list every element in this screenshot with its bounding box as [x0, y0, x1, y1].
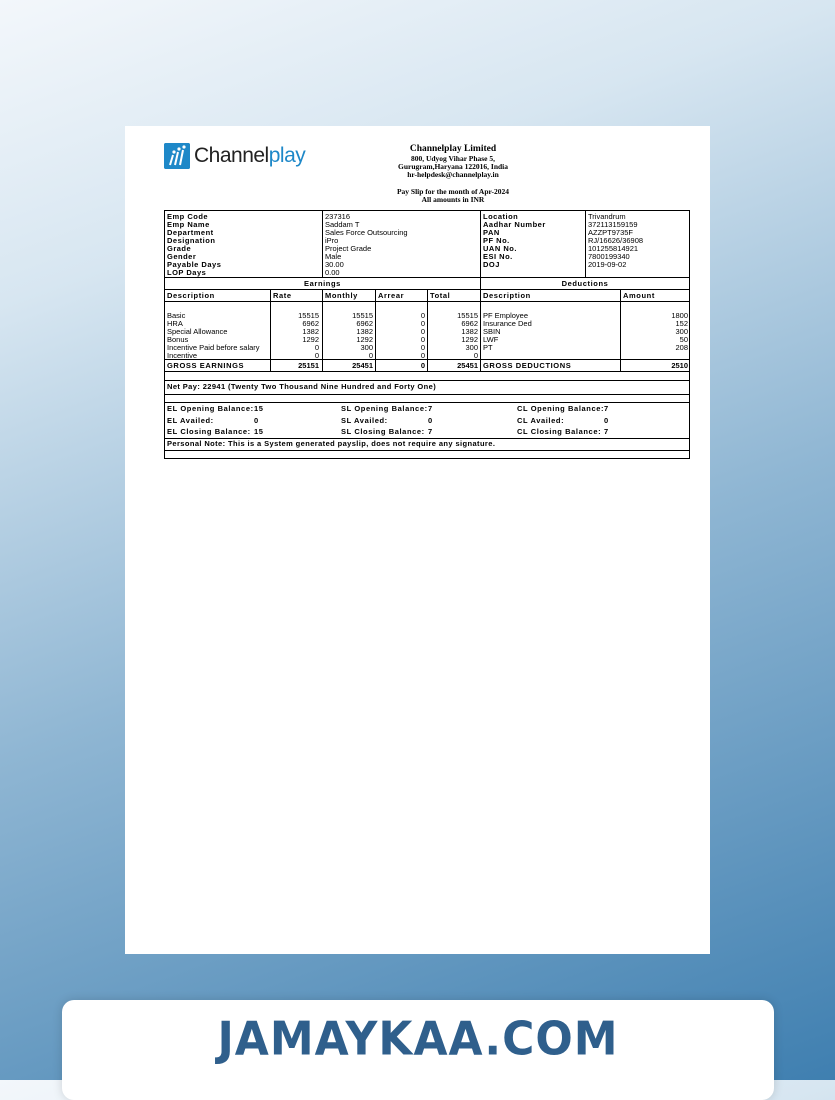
designation-label: Designation: [167, 236, 216, 245]
deduction-amount: 208: [675, 343, 688, 352]
el-opening-value: 15: [254, 404, 264, 413]
grade-label: Grade: [167, 244, 192, 253]
gross-monthly-total: 25451: [352, 361, 373, 370]
department-value: Sales Force Outsourcing: [325, 228, 408, 237]
earning-monthly: 6962: [356, 319, 373, 328]
earnings-section-label: Earnings: [304, 279, 341, 288]
uan-no-value: 101255814921: [588, 244, 639, 253]
el-closing-label: EL Closing Balance:: [167, 427, 251, 436]
deduction-amount: 152: [675, 319, 688, 328]
emp-name-value: Saddam T: [325, 220, 360, 229]
slip-title: Pay Slip for the month of Apr-2024: [396, 187, 510, 196]
company-header: [325, 144, 581, 179]
deduction-amount: 50: [679, 335, 688, 344]
company-address-line2: Gurugram,Haryana 122016, India: [397, 162, 508, 171]
payslip-page: [125, 126, 710, 954]
earnings-total-header: Total: [430, 291, 451, 300]
rule: [480, 211, 481, 371]
rule: [165, 380, 689, 381]
earning-rate: 1382: [302, 327, 319, 336]
designation-value: iPro: [325, 236, 339, 245]
esi-no-label: ESI No.: [483, 252, 513, 261]
cl-closing-label: CL Closing Balance:: [517, 427, 602, 436]
payable-days-value: 30.00: [325, 260, 344, 269]
earning-arrear: 0: [420, 311, 425, 320]
deductions-amount-header: Amount: [623, 291, 655, 300]
pan-value: AZZPT9735F: [588, 228, 634, 237]
el-opening-label: EL Opening Balance:: [167, 404, 254, 413]
aadhar-label: Aadhar Number: [483, 220, 546, 229]
rule: [165, 450, 689, 451]
earning-description: Bonus: [167, 335, 189, 344]
location-label: Location: [483, 212, 519, 221]
gross-arrear-total: 0: [420, 361, 425, 370]
rule: [620, 289, 621, 371]
deductions-description-header: Description: [483, 291, 531, 300]
earning-monthly: 0: [368, 351, 373, 360]
lop-days-label: LOP Days: [167, 268, 207, 277]
cl-availed-value: 0: [604, 416, 609, 425]
earning-rate: 0: [314, 343, 319, 352]
watermark-text: JAMAYKAA.COM: [217, 1012, 619, 1067]
earning-total: 1292: [461, 335, 478, 344]
payslip-table: [164, 210, 690, 459]
gender-value: Male: [325, 252, 342, 261]
earning-rate: 0: [314, 351, 319, 360]
earning-monthly: 1382: [356, 327, 373, 336]
earning-arrear: 0: [420, 335, 425, 344]
logo-wordmark-primary: Channel: [194, 144, 269, 167]
esi-no-value: 7800199340: [588, 252, 630, 261]
logo-wordmark: [194, 144, 305, 168]
el-closing-value: 15: [254, 427, 264, 436]
earning-total: 1382: [461, 327, 478, 336]
watermark-banner: [62, 1000, 774, 1100]
sl-opening-label: SL Opening Balance:: [341, 404, 428, 413]
company-name: Channelplay Limited: [409, 144, 497, 154]
doj-value: 2019-09-02: [588, 260, 627, 269]
deduction-description: PF Employee: [483, 311, 529, 320]
gross-deductions-label: GROSS DEDUCTIONS: [483, 361, 572, 370]
earnings-description-header: Description: [167, 291, 215, 300]
deduction-description: Insurance Ded: [483, 319, 532, 328]
logo-mark-icon: [164, 143, 190, 169]
rule: [165, 394, 689, 395]
location-value: Trivandrum: [588, 212, 626, 221]
grade-value: Project Grade: [325, 244, 372, 253]
rule: [322, 211, 323, 277]
pf-no-value: RJ/16626/36908: [588, 236, 644, 245]
company-address-line1: 800, Udyog Vihar Phase 5,: [410, 154, 496, 163]
earnings-rate-header: Rate: [273, 291, 292, 300]
sl-opening-value: 7: [428, 404, 433, 413]
payable-days-label: Payable Days: [167, 260, 222, 269]
earning-total: 300: [465, 343, 478, 352]
el-availed-label: EL Availed:: [167, 416, 214, 425]
el-availed-value: 0: [254, 416, 259, 425]
company-email: hr-helpdesk@channelplay.in: [407, 170, 499, 179]
slip-title-block: [325, 188, 581, 204]
pf-no-label: PF No.: [483, 236, 510, 245]
earning-monthly: 300: [360, 343, 373, 352]
deduction-description: LWF: [483, 335, 499, 344]
cl-availed-label: CL Availed:: [517, 416, 565, 425]
earnings-arrear-header: Arrear: [378, 291, 405, 300]
deduction-description: PT: [483, 343, 493, 352]
earning-total: 15515: [457, 311, 478, 320]
cl-opening-value: 7: [604, 404, 609, 413]
deduction-description: SBIN: [483, 327, 501, 336]
gross-earnings-label: GROSS EARNINGS: [167, 361, 245, 370]
earning-description: Incentive: [167, 351, 198, 360]
gender-label: Gender: [167, 252, 197, 261]
cl-closing-value: 7: [604, 427, 609, 436]
earning-description: Basic: [167, 311, 186, 320]
earning-monthly: 15515: [352, 311, 373, 320]
sl-availed-label: SL Availed:: [341, 416, 388, 425]
deduction-amount: 300: [675, 327, 688, 336]
emp-name-label: Emp Name: [167, 220, 210, 229]
earning-total: 0: [473, 351, 478, 360]
rule: [165, 371, 689, 372]
pan-label: PAN: [483, 228, 500, 237]
earning-arrear: 0: [420, 319, 425, 328]
department-label: Department: [167, 228, 214, 237]
gross-rate-total: 25151: [298, 361, 319, 370]
gross-deductions-total: 2510: [671, 361, 688, 370]
deductions-section-label: Deductions: [561, 279, 609, 288]
earning-rate: 6962: [302, 319, 319, 328]
rule: [165, 402, 689, 403]
earning-rate: 1292: [302, 335, 319, 344]
deduction-amount: 1800: [671, 311, 688, 320]
personal-note: Personal Note: This is a System generated payslip, does not require any signature.: [167, 439, 496, 448]
earning-rate: 15515: [298, 311, 319, 320]
aadhar-value: 372113159159: [588, 220, 638, 229]
net-pay: Net Pay: 22941 (Twenty Two Thousand Nine Hundred and Forty One): [167, 382, 437, 391]
earning-arrear: 0: [420, 327, 425, 336]
earning-description: Incentive Paid before salary: [167, 343, 260, 352]
earning-description: HRA: [167, 319, 183, 328]
rule: [585, 211, 586, 277]
earnings-monthly-header: Monthly: [325, 291, 358, 300]
earning-monthly: 1292: [356, 335, 373, 344]
earning-arrear: 0: [420, 343, 425, 352]
emp-code-value: 237316: [325, 212, 351, 221]
emp-code-label: Emp Code: [167, 212, 209, 221]
earning-description: Special Allowance: [167, 327, 228, 336]
company-logo: [164, 142, 305, 170]
logo-wordmark-accent: play: [268, 144, 306, 167]
earning-total: 6962: [461, 319, 478, 328]
gross-earnings-total: 25451: [457, 361, 478, 370]
sl-availed-value: 0: [428, 416, 433, 425]
earning-arrear: 0: [420, 351, 425, 360]
slip-subtitle: All amounts in INR: [421, 195, 485, 204]
uan-no-label: UAN No.: [483, 244, 517, 253]
cl-opening-label: CL Opening Balance:: [517, 404, 605, 413]
doj-label: DOJ: [483, 260, 500, 269]
rule: [165, 277, 689, 278]
sl-closing-label: SL Closing Balance:: [341, 427, 425, 436]
lop-days-value: 0.00: [325, 268, 340, 277]
sl-closing-value: 7: [428, 427, 433, 436]
